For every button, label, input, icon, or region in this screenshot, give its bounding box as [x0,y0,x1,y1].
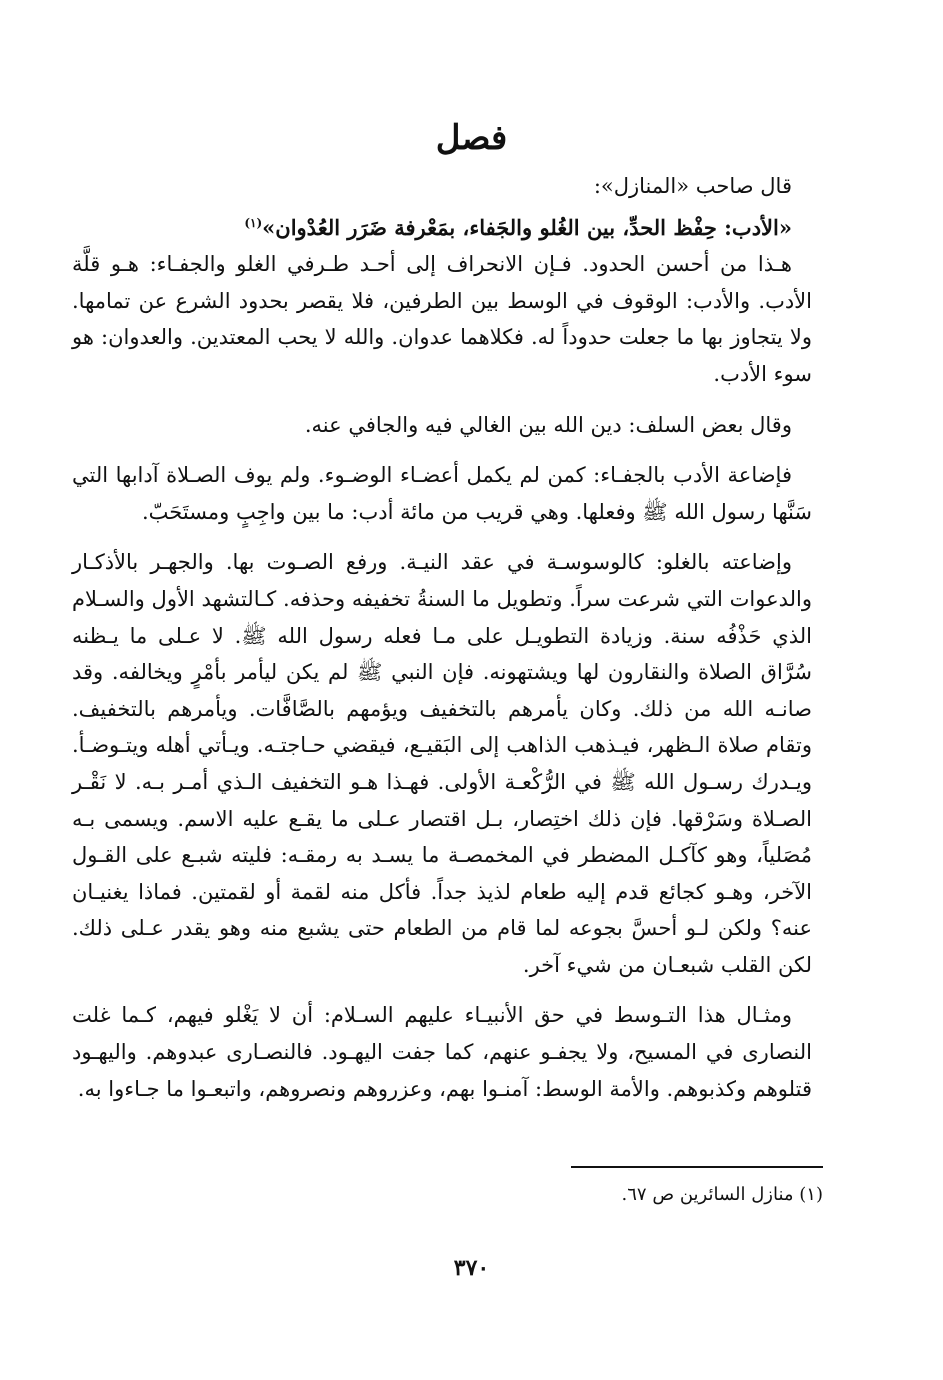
section-title: فصل [435,118,508,158]
footnote-marker: (١) [244,215,263,230]
intro-line: قال صاحب «المنازل»: [593,174,792,198]
footnote: (١) منازل السائرين ص ٦٧. [621,1184,823,1205]
quote-block [72,205,812,247]
main-text [72,168,812,1107]
quote-text: «الأدب: حِفْظ الحدِّ، بين الغُلو والجَفاء، بمَعْرفة ضَرَر العُدْوان» [262,214,792,240]
page-number: ٣٧٠ [453,1255,490,1281]
paragraph-salaf: وقال بعض السلف: دين الله بين الغالي فيه والجافي عنه. [304,412,792,437]
paragraph-definition: هـذا من أحسن الحدود. فـإن الانحراف إلى أحـد طـرفي الغلو والجفـاء: هـو قلَّة الأدب. والأدب: الوقوف في الوسط بين الطرفين، فلا يقصر بحدود الشرع عن تمامها. ولا يتجاوز بها ما جعلت حدوداً له. فكلاهما عدوان. والله لا يحب المعتدين. والعدوان: هو سوء الأدب. [72,252,812,386]
footnote-divider [571,1166,823,1168]
paragraph-wasat: ومثـال هذا التـوسط في حق الأنبيـاء عليهم السـلام: أن لا يَغْلو فيهم، كـما غلت النصارى في المسيح، ولا يجفـو عنهم، كما جفت اليهـود. فالنصـارى عبدوهم. واليهـود قتلوهم وكذبوهم. والأمة الوسط: آمنـوا بهم، وعزروهم ونصروهم، واتبعـوا ما جـاءوا به. [72,1003,812,1101]
paragraph-jafa: فإضاعة الأدب بالجفـاء: كمن لم يكمل أعضـاء الوضـوء. ولم يوف الصـلاة آدابها التي سَنَّها رسول الله ﷺ وفعلها. وهي قريب من مائة أدب: ما بين واجِبٍ ومستَحَبّ. [72,463,812,524]
paragraph-ghulu: وإضاعته بالغلو: كالوسوسـة في عقد النيـة. ورفع الصـوت بها. والجهـر بالأذكـار والدعوات التي شرعت سراً. وتطويل ما السنةُ تخفيفه وحذفه. كـالتشهد الأول والسـلام الذي حَذْفُه سنة. وزيادة التطويـل على مـا فعله رسول الله ﷺ. لا عـلى ما يـظنه سُرَّاق الصلاة والنقارون لها ويشتهونه. فإن النبي ﷺ لم يكن ليأمر بأمْرٍ ويخالفه. وقد صانـه الله من ذلك. وكان يأمرهم بالتخفيف ويؤمهم بالصَّافَّات. ويأمرهم بالتخفيف. وتقام صلاة الـظهر، فيـذهب الذاهب إلى البَقيـع، فيقضي حـاجتـه. ويـأتي أهله ويتـوضـأ. ويـدرك رسـول الله ﷺ في الرُّكْعـة الأولى. فهـذا هـو التخفيف الـذي أمـر بـه. لا نَقْـر الصـلاة وسَرْقها. فإن ذلك اختِصار، بـل اقتصار عـلى ما يقـع عليه الاسم. ويسمى بـه مُصَلياً، وهو كآكـل المضطر في المخمصـة ما يسـد به رمقـه: فليته شبـع على القـول الآخر، وهـو كجائع قدم إليه طعام لذيذ جداً. فأكل منه لقمة أو لقمتين. فماذا يغنيـان عنه؟ ولكن لـو أحسَّ بجوعه لما قام من الطعام حتى يشبع منه وهو يقدر عـلى ذلك. لكن القلب شبعـان من شيء آخر. [72,550,812,977]
